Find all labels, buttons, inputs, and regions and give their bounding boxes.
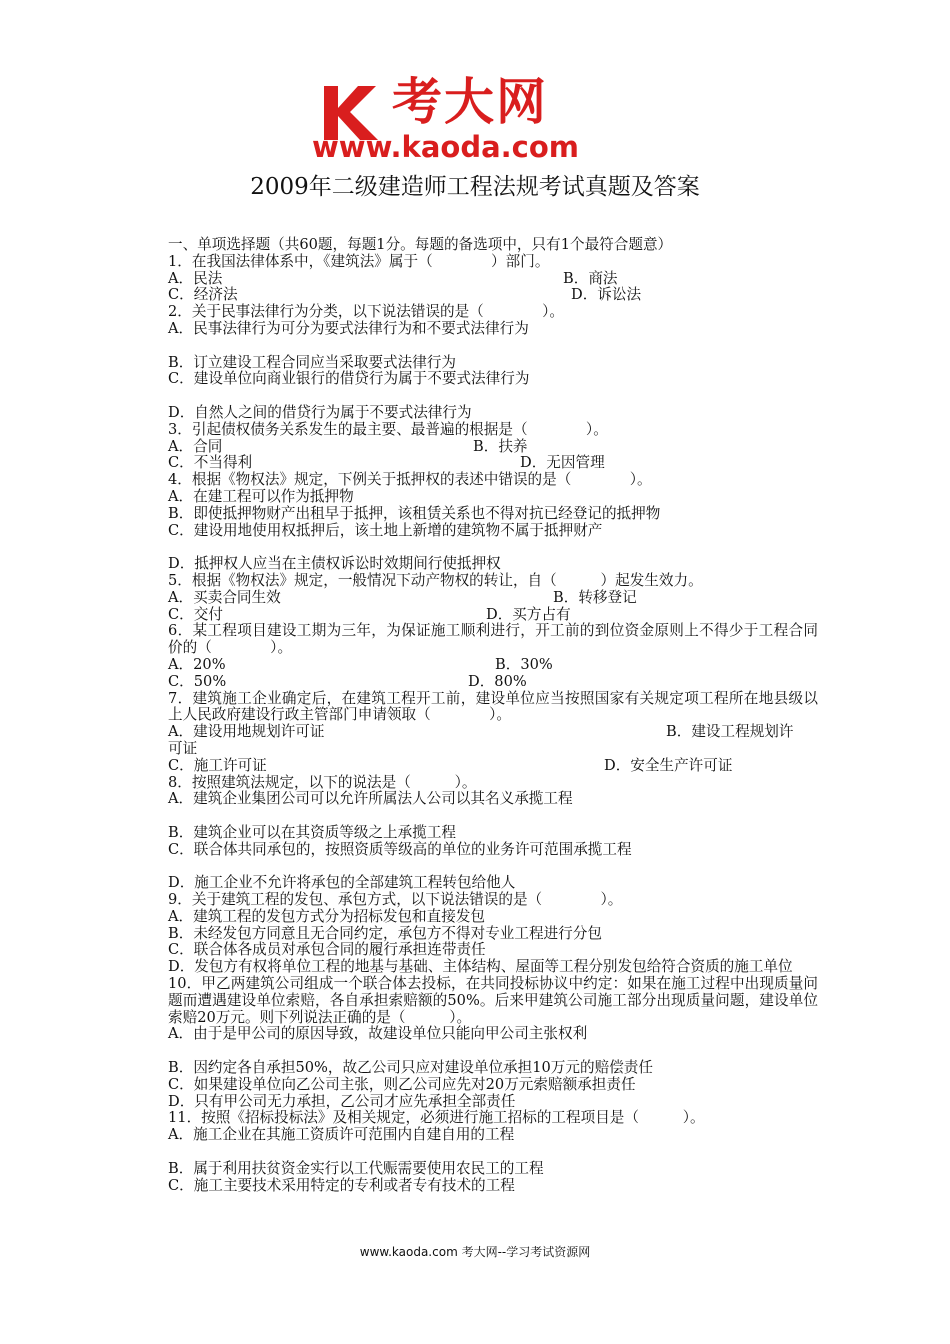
q7-option-b-continued: 可证	[168, 739, 198, 757]
q8-stem: 8．按照建筑法规定，以下的说法是（ ）。	[168, 773, 477, 791]
q2-option-c: C．建设单位向商业银行的借贷行为属于不要式法律行为	[168, 370, 530, 388]
q1-option-row-ab	[168, 271, 818, 288]
q1-stem: 1．在我国法律体系中，《建筑法》属于（ ）部门。	[168, 252, 550, 270]
q7-option-a: A．建设用地规划许可证	[168, 723, 325, 741]
q5-option-b: B．转移登记	[553, 588, 637, 606]
q5-option-row-cd	[168, 607, 818, 624]
q5-option-c: C．交付	[168, 605, 223, 623]
q7-option-row-cd	[168, 758, 818, 775]
q10-option-a: A．由于是甲公司的原因导致，故建设单位只能向甲公司主张权利	[168, 1025, 588, 1043]
q7-option-d: D．安全生产许可证	[604, 756, 733, 774]
q1-option-b: B．商法	[563, 269, 618, 287]
q5-option-a: A．买卖合同生效	[168, 588, 281, 606]
question-list	[168, 237, 818, 1194]
q2-option-b: B．订立建设工程合同应当采取要式法律行为	[168, 353, 457, 371]
q5-stem: 5．根据《物权法》规定，一般情况下动产物权的转让，自（ ）起发生效力。	[168, 571, 703, 589]
q8-option-b: B．建筑企业可以在其资质等级之上承揽工程	[168, 823, 457, 841]
q10-option-c: C．如果建设单位向乙公司主张，则乙公司应先对20万元索赔额承担责任	[168, 1075, 636, 1093]
q2-option-a: A．民事法律行为可分为要式法律行为和不要式法律行为	[168, 319, 529, 337]
q6-option-d: D．80%	[468, 672, 527, 690]
q1-option-d: D．诉讼法	[571, 286, 642, 304]
q4-option-b: B．即使抵押物财产出租早于抵押，该租赁关系也不得对抗已经登记的抵押物	[168, 504, 661, 522]
q3-stem: 3．引起债权债务关系发生的最主要、最普遍的根据是（ ）。	[168, 420, 608, 438]
q3-option-b: B．扶养	[473, 437, 528, 455]
q10-option-b: B．因约定各自承担50%，故乙公司只应对建设单位承担10万元的赔偿责任	[168, 1059, 653, 1077]
q3-option-c: C．不当得利	[168, 454, 253, 472]
q2-stem: 2．关于民事法律行为分类，以下说法错误的是（ ）。	[168, 303, 565, 321]
q7-option-b: B．建设工程规划许	[666, 723, 794, 741]
q4-option-d: D．抵押权人应当在主债权诉讼时效期间行使抵押权	[168, 555, 501, 573]
logo-url-text: www.kaoda.com	[312, 130, 579, 164]
q4-option-a: A．在建工程可以作为抵押物	[168, 487, 354, 505]
q6-option-c: C．50%	[168, 672, 227, 690]
page-footer: www.kaoda.com 考大网--学习考试资源网	[359, 1245, 591, 1259]
q3-option-d: D．无因管理	[520, 454, 605, 472]
q6-option-a: A．20%	[168, 655, 226, 673]
q3-option-row-ab	[168, 439, 818, 456]
q9-option-b: B．未经发包方同意且无合同约定，承包方不得对专业工程进行分包	[168, 924, 602, 942]
q6-option-b: B．30%	[495, 655, 553, 673]
q3-option-a: A．合同	[168, 437, 223, 455]
q4-stem: 4．根据《物权法》规定，下例关于抵押权的表述中错误的是（ ）。	[168, 471, 652, 489]
q8-option-a: A．建筑企业集团公司可以允许所属法人公司以其名义承揽工程	[168, 790, 573, 808]
q7-stem: 7．建筑施工企业确定后，在建筑工程开工前，建设单位应当按照国家有关规定项工程所在地县级以上人民政府建设行政主管部门申请领取（ ）。	[168, 689, 818, 724]
logo-brand-text: 考大网	[392, 73, 548, 131]
q11-option-c: C．施工主要技术采用特定的专利或者专有技术的工程	[168, 1176, 515, 1194]
kaoda-logo	[310, 73, 640, 164]
q2-option-d: D．自然人之间的借贷行为属于不要式法律行为	[168, 403, 472, 421]
q8-option-d: D．施工企业不允许将承包的全部建筑工程转包给他人	[168, 874, 516, 892]
q7-option-row-ab	[168, 724, 818, 741]
q5-option-d: D．买方占有	[486, 605, 571, 623]
q3-option-row-cd	[168, 455, 818, 472]
q6-option-row-ab	[168, 657, 818, 674]
q1-option-a: A．民法	[168, 269, 223, 287]
section-heading: 一、单项选择题（共60题，每题1分。每题的备选项中，只有1个最符合题意）	[168, 236, 673, 253]
q8-option-c: C．联合体共同承包的，按照资质等级高的单位的业务许可范围承揽工程	[168, 840, 632, 858]
q11-stem: 11．按照《招标投标法》及相关规定，必须进行施工招标的工程项目是（ ）。	[168, 1109, 705, 1127]
q9-stem: 9．关于建筑工程的发包、承包方式，以下说法错误的是（ ）。	[168, 891, 623, 909]
q1-option-c: C．经济法	[168, 286, 238, 304]
q9-option-a: A．建筑工程的发包方式分为招标发包和直接发包	[168, 907, 486, 925]
q9-option-d: D．发包方有权将单位工程的地基与基础、主体结构、屋面等工程分别发包给符合资质的施工单位	[168, 958, 793, 976]
q5-option-row-ab	[168, 590, 818, 607]
q1-option-row-cd	[168, 287, 818, 304]
q6-stem: 6．某工程项目建设工期为三年，为保证施工顺利进行，开工前的到位资金原则上不得少于工程合同价的（ ）。	[168, 622, 818, 657]
q10-stem: 10．甲乙两建筑公司组成一个联合体去投标，在共同投标协议中约定：如果在施工过程中出现质量问题而遭遇建设单位索赔，各自承担索赔额的50%。后来甲建筑公司施工部分出现质量问题，建设单位索赔20万元。则下列说法正确的是（ ）。	[168, 975, 818, 1026]
page-title: 2009年二级建造师工程法规考试真题及答案	[250, 174, 700, 200]
q6-option-row-cd	[168, 674, 818, 691]
q10-option-d: D．只有甲公司无力承担，乙公司才应先承担全部责任	[168, 1092, 516, 1110]
q11-option-a: A．施工企业在其施工资质许可范围内自建自用的工程	[168, 1126, 515, 1144]
q9-option-c: C．联合体各成员对承包合同的履行承担连带责任	[168, 941, 486, 959]
q4-option-c: C．建设用地使用权抵押后，该土地上新增的建筑物不属于抵押财产	[168, 521, 603, 539]
q7-option-c: C．施工许可证	[168, 756, 267, 774]
q11-option-b: B．属于利用扶贫资金实行以工代赈需要使用农民工的工程	[168, 1159, 544, 1177]
